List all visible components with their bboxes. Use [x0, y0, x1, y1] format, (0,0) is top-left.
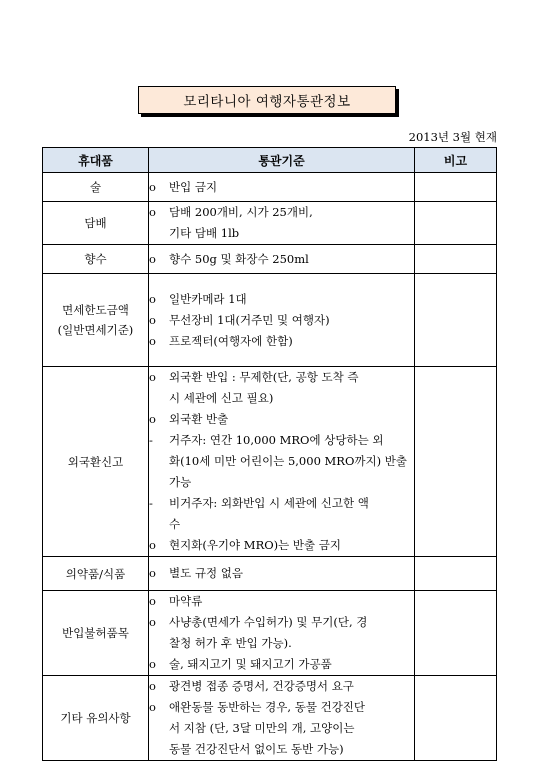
- criteria-line: [149, 388, 414, 409]
- item-label: 담배: [84, 216, 107, 230]
- criteria-cell: [149, 591, 415, 676]
- criteria-line: [149, 249, 414, 270]
- remarks-cell: [415, 557, 497, 591]
- table-row: [43, 245, 497, 274]
- item-cell: [43, 591, 149, 676]
- criteria-line: [149, 289, 414, 310]
- bullet-marker: o: [149, 291, 156, 306]
- criteria-line: [149, 514, 414, 535]
- remarks-cell: [415, 274, 497, 367]
- item-label: 기타 유의사항: [60, 711, 131, 725]
- criteria-text: 사냥총(면세가 수입허가) 및 무기(단, 경: [169, 615, 368, 629]
- criteria-line: [149, 409, 414, 430]
- criteria-line: [149, 591, 414, 612]
- criteria-text: 프로젝터(여행자에 한함): [169, 333, 293, 348]
- date-label: 2013년 3월 현재: [408, 130, 497, 144]
- criteria-line: [149, 493, 414, 514]
- item-cell: [43, 202, 149, 245]
- table-row: [43, 557, 497, 591]
- criteria-line: [149, 633, 414, 654]
- criteria-text: 가능: [169, 475, 192, 489]
- item-cell: [43, 274, 149, 367]
- criteria-text: 담배 200개비, 시가 25개비,: [169, 205, 313, 219]
- criteria-text: 무선장비 1대(거주민 및 여행자): [169, 312, 330, 327]
- criteria-cell: [149, 557, 415, 591]
- criteria-text: 반입 금지: [169, 179, 218, 194]
- criteria-line: [149, 331, 414, 352]
- bullet-marker: o: [149, 205, 156, 219]
- criteria-text: 마약류: [169, 594, 203, 608]
- criteria-text: 동물 건강진단서 없이도 동반 가능): [169, 742, 344, 756]
- bullet-marker: o: [149, 566, 156, 580]
- bullet-marker: o: [149, 657, 156, 671]
- item-label: 향수: [84, 252, 107, 266]
- criteria-line: [149, 177, 414, 198]
- bullet-marker: o: [149, 700, 156, 714]
- criteria-text: 기타 담배 1lb: [169, 226, 240, 240]
- customs-table: [42, 147, 497, 761]
- criteria-text: 일반카메라 1대: [169, 291, 247, 306]
- remarks-cell: [415, 676, 497, 761]
- criteria-line: [149, 430, 414, 451]
- bullet-marker: o: [149, 179, 156, 194]
- table-row: [43, 367, 497, 557]
- remarks-cell: [415, 173, 497, 202]
- item-label: 술: [89, 180, 102, 194]
- bullet-marker: o: [149, 538, 156, 552]
- remarks-cell: [415, 591, 497, 676]
- criteria-text: 거주자: 연간 10,000 MRO에 상당하는 외: [169, 433, 384, 447]
- dash-marker: -: [149, 496, 153, 510]
- criteria-line: [149, 202, 414, 223]
- remarks-cell: [415, 202, 497, 245]
- table-row: [43, 676, 497, 761]
- criteria-line: [149, 676, 414, 697]
- header-remarks: 비고: [415, 148, 497, 173]
- item-cell: [43, 173, 149, 202]
- criteria-text: 향수 50g 및 화장수 250ml: [169, 251, 309, 266]
- criteria-text: 현지화(우기야 MRO)는 반출 금지: [169, 538, 341, 552]
- remarks-cell: [415, 367, 497, 557]
- criteria-line: [149, 367, 414, 388]
- criteria-cell: [149, 676, 415, 761]
- criteria-text: 비거주자: 외화반입 시 세관에 신고한 액: [169, 496, 369, 510]
- criteria-cell: [149, 274, 415, 367]
- criteria-text: 술, 돼지고기 및 돼지고기 가공품: [169, 657, 332, 671]
- criteria-text: 화(10세 미만 어린이는 5,000 MRO까지) 반출: [169, 454, 407, 468]
- criteria-line: [149, 451, 414, 472]
- item-cell: [43, 676, 149, 761]
- criteria-line: [149, 697, 414, 718]
- bullet-marker: o: [149, 594, 156, 608]
- item-label: 외국환신고: [67, 454, 124, 469]
- criteria-text: 찰청 허가 후 반입 가능).: [169, 636, 292, 650]
- header-item: 휴대품: [43, 148, 149, 173]
- criteria-text: 수: [169, 517, 181, 531]
- item-label: 의약품/식품: [65, 566, 126, 581]
- bullet-marker: o: [149, 333, 156, 348]
- criteria-line: [149, 535, 414, 556]
- bullet-marker: o: [149, 679, 156, 693]
- item-label: 면세한도금액: [62, 303, 129, 317]
- criteria-text: 시 세관에 신고 필요): [169, 391, 274, 405]
- criteria-text: 광견병 접종 증명서, 건강증명서 요구: [169, 679, 354, 693]
- criteria-text: 애완동물 동반하는 경우, 동물 건강진단: [169, 700, 366, 714]
- criteria-cell: [149, 202, 415, 245]
- remarks-cell: [415, 245, 497, 274]
- table-row: [43, 202, 497, 245]
- criteria-line: [149, 472, 414, 493]
- item-cell: [43, 557, 149, 591]
- criteria-line: [149, 654, 414, 675]
- criteria-line: [149, 563, 414, 584]
- table-row: [43, 591, 497, 676]
- item-label: (일반면세기준): [57, 323, 134, 337]
- header-criteria: 통관기준: [149, 148, 415, 173]
- criteria-line: [149, 223, 414, 244]
- criteria-cell: [149, 367, 415, 557]
- criteria-text: 외국환 반입 : 무제한(단, 공항 도착 즉: [169, 370, 359, 384]
- criteria-line: [149, 612, 414, 633]
- item-label: 반입불허품목: [62, 626, 129, 640]
- item-cell: [43, 367, 149, 557]
- title-text: 모리타니아 여행자통관정보: [183, 94, 351, 110]
- bullet-marker: o: [149, 615, 156, 629]
- criteria-line: [149, 739, 414, 760]
- bullet-marker: o: [149, 251, 156, 266]
- table-header-row: [43, 148, 497, 173]
- criteria-text: 별도 규정 없음: [169, 566, 243, 580]
- table-row: [43, 173, 497, 202]
- item-cell: [43, 245, 149, 274]
- dash-marker: -: [149, 433, 153, 447]
- criteria-line: [149, 718, 414, 739]
- criteria-cell: [149, 173, 415, 202]
- criteria-text: 서 지참 (단, 3달 미만의 개, 고양이는: [169, 721, 355, 735]
- table-row: [43, 274, 497, 367]
- bullet-marker: o: [149, 412, 156, 426]
- document-title: [138, 86, 396, 114]
- criteria-text: 외국환 반출: [169, 412, 229, 426]
- bullet-marker: o: [149, 312, 156, 327]
- criteria-line: [149, 310, 414, 331]
- criteria-cell: [149, 245, 415, 274]
- bullet-marker: o: [149, 370, 156, 384]
